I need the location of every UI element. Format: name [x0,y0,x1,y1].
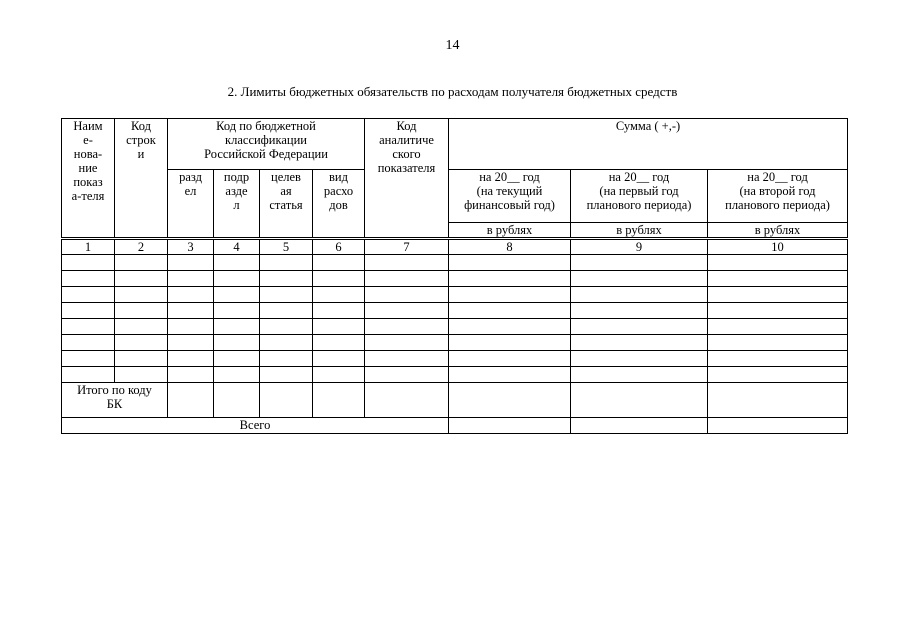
header-target-item: целев ая статья [260,170,313,238]
table-row [62,287,848,303]
header-subsection: подр азде л [214,170,260,238]
header-bk-code: Код по бюджетной классификации Российской Федерации [168,119,365,170]
column-number: 6 [313,240,365,255]
column-number: 7 [365,240,449,255]
header-unit-second: в рублях [708,223,848,238]
table-row [62,351,848,367]
column-number: 4 [214,240,260,255]
column-number: 5 [260,240,313,255]
column-number: 9 [571,240,708,255]
vsego-label: Всего [62,418,449,434]
header-unit-first: в рублях [571,223,708,238]
column-number: 2 [115,240,168,255]
limits-table [61,118,848,434]
column-number: 1 [62,240,115,255]
header-expense-type: вид расхо дов [313,170,365,238]
header-row-code: Код строк и [115,119,168,238]
table-row [62,367,848,383]
table-row [62,335,848,351]
header-current-year: на 20__ год (на текущий финансовый год) [449,170,571,223]
table-row [62,255,848,271]
document-title: 2. Лимиты бюджетных обязательств по расходам получателя бюджетных средств [227,84,678,99]
itogo-label: Итого по коду БК [62,383,168,418]
column-numbers-row [62,240,848,255]
itogo-row [62,383,848,418]
header-sum: Сумма ( +,-) [449,119,848,170]
header-first-plan-year: на 20__ год (на первый год планового периода) [571,170,708,223]
header-second-plan-year: на 20__ год (на второй год планового периода) [708,170,848,223]
column-number: 8 [449,240,571,255]
page-number: 14 [445,38,460,53]
column-number: 10 [708,240,848,255]
table-row [62,319,848,335]
vsego-row [62,418,848,434]
column-number: 3 [168,240,214,255]
header-section: разд ел [168,170,214,238]
header-analytic-code: Код аналитиче ского показателя [365,119,449,238]
table-row [62,271,848,287]
header-unit-current: в рублях [449,223,571,238]
header-name: Наим е- нова- ние показ а-теля [62,119,115,238]
table-row [62,303,848,319]
